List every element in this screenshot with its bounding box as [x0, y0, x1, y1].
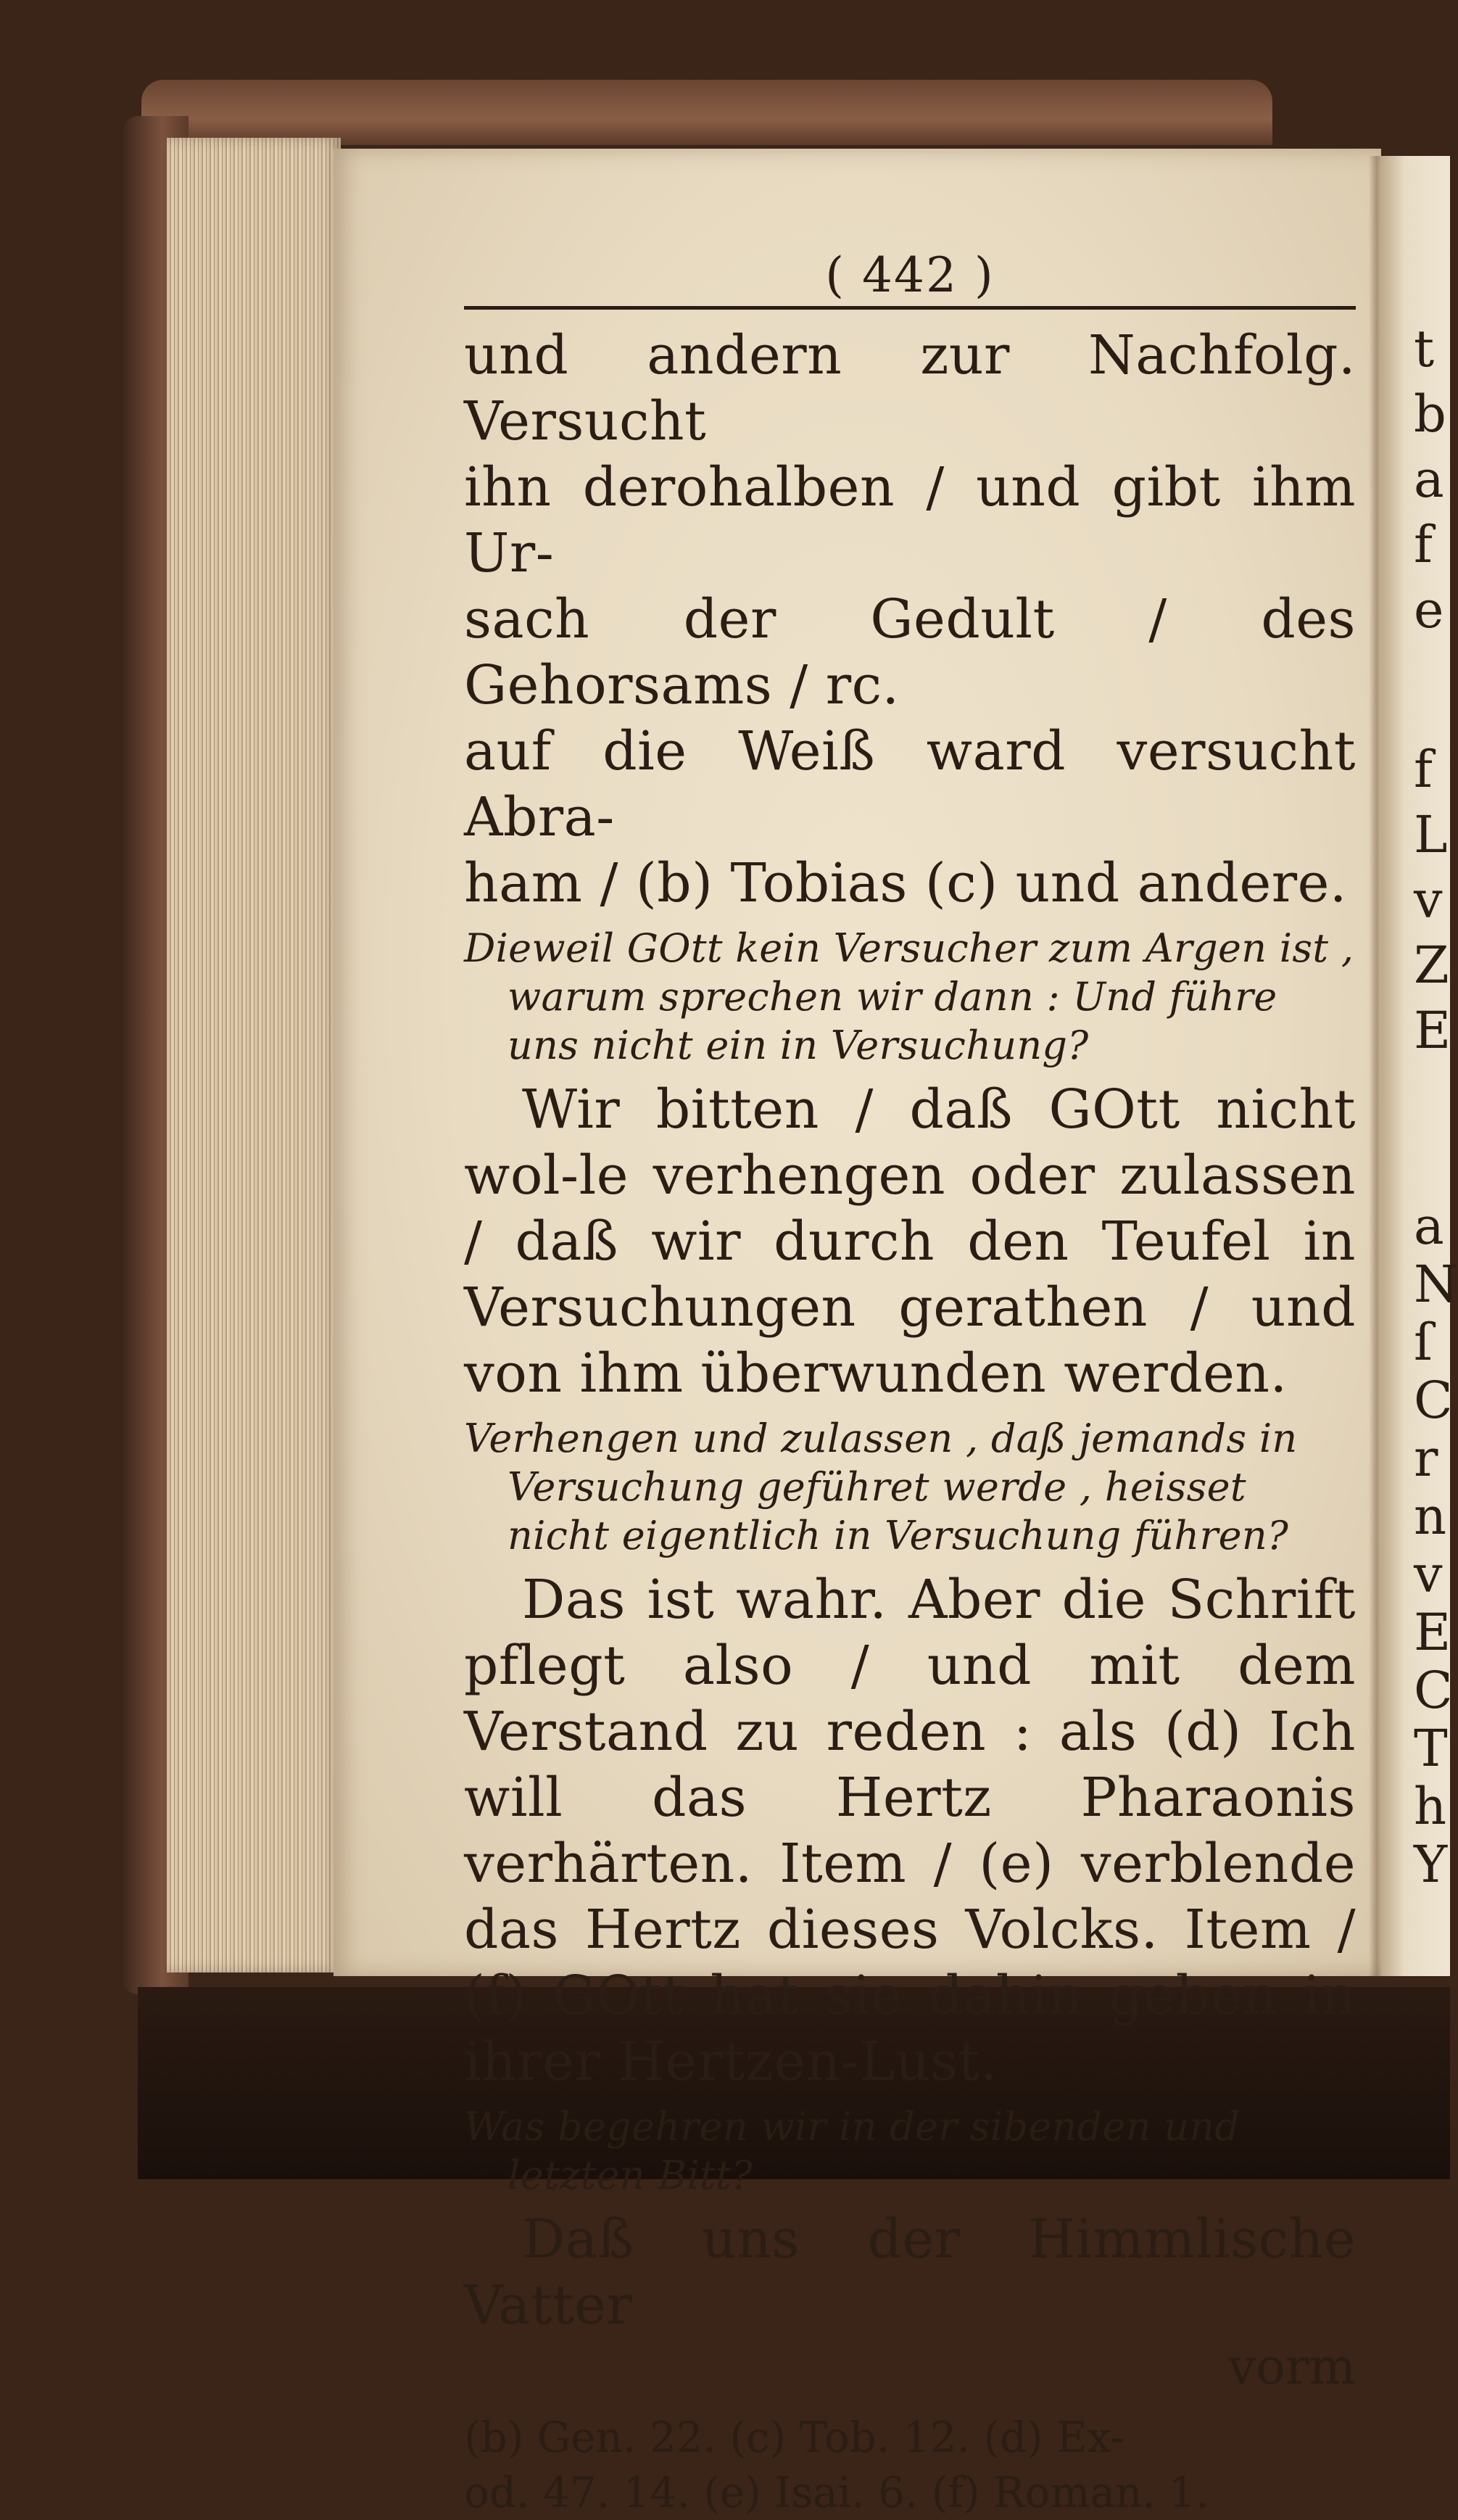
book-cover-top: [141, 80, 1272, 145]
page-number-header: ( 442 ): [825, 247, 995, 303]
facing-letter: N: [1414, 1255, 1458, 1314]
facing-letter: h: [1414, 1777, 1447, 1836]
catechism-answer-2: Das ist wahr. Aber die Schrift pflegt also / und mit dem Verstand zu reden : als (d) Ich will das Hertz Pharaonis verhärten. Item / (e) verblende das Hertz dieses Volcks. Item / (f) GOtt hat sie dahin geben in ihrer Hertzen-Lust.: [464, 1569, 1356, 2093]
facing-letter: C: [1414, 1371, 1453, 1430]
facing-letter: e: [1414, 580, 1444, 640]
catechism-question-3: Was begehren wir in der sibenden und letzten Bitt?: [464, 2104, 1240, 2198]
facing-letter: Y: [1414, 1835, 1448, 1894]
footnotes: [464, 2410, 1356, 2520]
facing-letter: b: [1414, 384, 1446, 444]
facing-letter: L: [1414, 805, 1448, 864]
facing-letter: ſ: [1414, 1313, 1433, 1372]
text-line: auf die Weiß ward versucht Abra-: [464, 720, 1356, 848]
facing-letter: f: [1414, 740, 1433, 799]
catchword: vorm: [1227, 2339, 1356, 2396]
facing-letter: n: [1414, 1487, 1447, 1546]
catechism-answer-3: Daß uns der Himmlische Vatter: [464, 2208, 1356, 2337]
facing-letter: v: [1414, 1545, 1443, 1604]
facing-letter: E: [1414, 1001, 1451, 1060]
facing-letter: C: [1414, 1661, 1453, 1720]
facing-letter: t: [1414, 319, 1435, 379]
facing-letter: T: [1414, 1719, 1448, 1778]
text-line: ham / (b) Tobias (c) und andere.: [464, 852, 1347, 914]
footnote-line: (b) Gen. 22. (c) Tob. 12. (d) Ex-: [464, 2413, 1124, 2462]
catechism-question-1: Dieweil GOtt kein Versucher zum Argen ist , warum sprechen wir dann : Und führe uns nicht ein in Versuchung?: [464, 925, 1354, 1068]
main-text: [464, 323, 1356, 917]
facing-letter: r: [1414, 1429, 1438, 1488]
header-rule: [464, 306, 1356, 310]
page-text: [464, 247, 1356, 2517]
facing-letter: v: [1414, 870, 1443, 930]
facing-letter: f: [1414, 515, 1433, 574]
facing-letter: a: [1414, 450, 1444, 509]
text-line: ihn derohalben / und gibt ihm Ur-: [464, 456, 1356, 584]
text-line: sach der Gedult / des Gehorsams / rc.: [464, 588, 1356, 716]
footnote-line: od. 47. 14. (e) Isai. 6. (f) Roman. 1.: [464, 2468, 1209, 2517]
facing-letter: Z: [1414, 935, 1449, 995]
page-block-edge: [167, 138, 341, 1972]
text-line: und andern zur Nachfolg. Versucht: [464, 324, 1356, 453]
facing-letter: E: [1414, 1603, 1451, 1662]
catechism-question-2: Verhengen und zulassen , daß jemands in Versuchung geführet werde , heisset nicht eigentlich in Versuchung führen?: [464, 1416, 1298, 1558]
catechism-answer-1: Wir bitten / daß GOtt nicht wol-le verhengen oder zulassen / daß wir durch den Teufel in Versuchungen gerathen / und von ihm überwunden werden.: [464, 1078, 1356, 1405]
facing-letter: a: [1414, 1197, 1444, 1256]
